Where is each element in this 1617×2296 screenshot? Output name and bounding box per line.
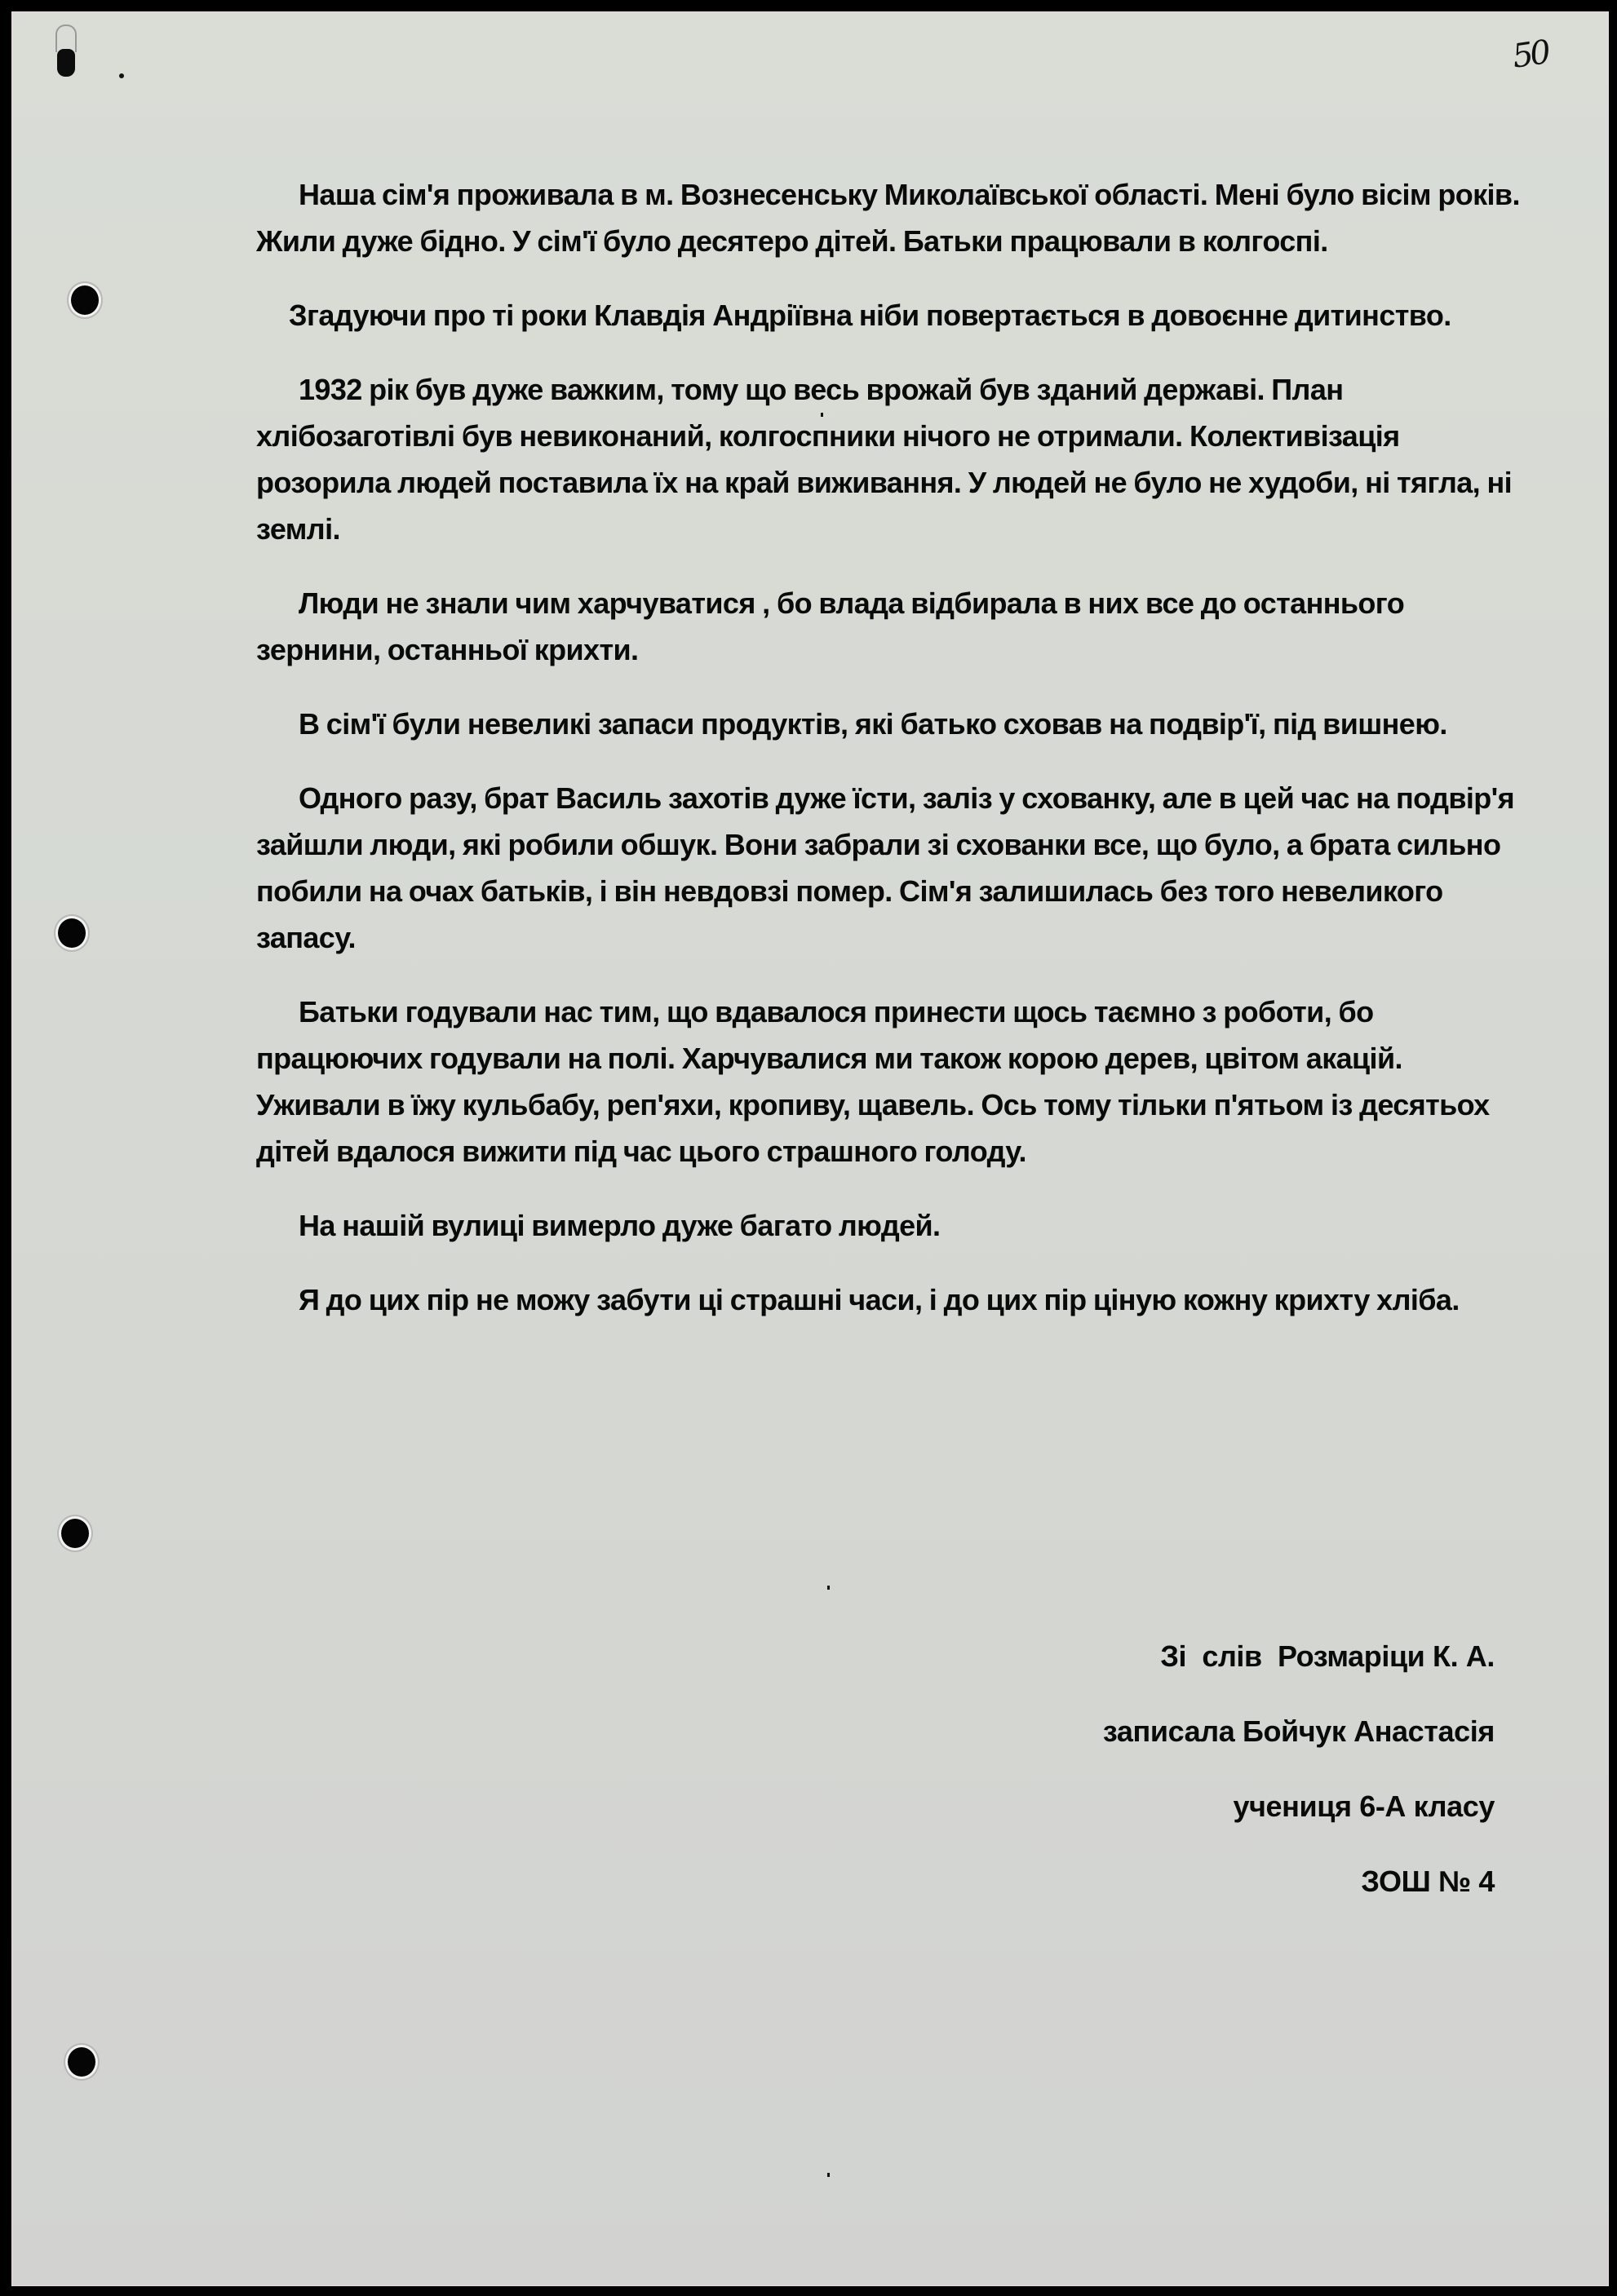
paragraph: 1932 рік був дуже важким, тому що весь врожай був зданий державі. План хлібозаготівлі був невиконаний, колгоспники нічого не отримали. Колективізація розорила людей поставила їх на край виживання. У людей не було не худоби, ні тягла, ні землі. [256,373,1513,546]
paragraph: На нашій вулиці вимерло дуже багато людей. [299,1209,941,1242]
paragraph: Одного разу, брат Василь захотів дуже їсти, заліз у схованку, але в цей час на подвір'я зайшли люди, які робили обшук. Вони забрали зі схованки все, що було, а брата сильно побили на очах батьків, і він невдовзі помер. Сім'я залишилась без того невеликого запасу. [256,781,1515,954]
document-page [11,11,1609,2286]
paragraph: Люди не знали чим харчуватися , бо влада відбирала в них все до останнього зернини, останньої крихти. [256,586,1405,666]
punch-hole-icon [71,285,99,315]
signature-source: Зі слів Розмаріци К. А. [1160,1639,1495,1673]
punch-hole-icon [68,2047,95,2077]
staple-hole [57,49,75,77]
paragraph: Наша сім'я проживала в м. Вознесенську Миколаївської області. Мені було вісім років. Жили дуже бідно. У сім'ї було десятеро дітей. Батьки працювали в колгоспі. [256,178,1520,258]
ink-speck [827,1586,830,1590]
signature-block [1103,1633,1495,1933]
staple-mark [55,24,77,52]
paragraph: Батьки годували нас тим, що вдавалося принести щось таємно з роботи, бо працюючих годували на полі. Харчувалися ми також корою дерев, цвітом акацій. Уживали в їжу кульбабу, реп'яхи, кропиву, щавель. Ось тому тільки п'ятьом із десятьох дітей вдалося вижити під час цього страшного голоду. [256,995,1490,1168]
ink-speck [827,2173,830,2177]
handwritten-page-number: 50 [1510,33,1550,76]
signature-class: учениця 6-А класу [1233,1789,1495,1823]
paragraph: Згадуючи про ті роки Клавдія Андріївна ніби повертається в довоєнне дитинство. [289,299,1451,332]
ink-speck [119,73,124,78]
signature-school: ЗОШ № 4 [1361,1865,1495,1898]
paragraph: В сім'ї були невеликі запаси продуктів, які батько сховав на подвір'ї, під вишнею. [299,707,1447,741]
document-body [256,171,1529,1351]
punch-hole-icon [61,1519,89,1548]
signature-recorded-by: записала Бойчук Анастасія [1102,1714,1495,1748]
paragraph: Я до цих пір не можу забути ці страшні часи, і до цих пір ціную кожну крихту хліба. [299,1283,1460,1316]
punch-hole-icon [58,918,86,948]
